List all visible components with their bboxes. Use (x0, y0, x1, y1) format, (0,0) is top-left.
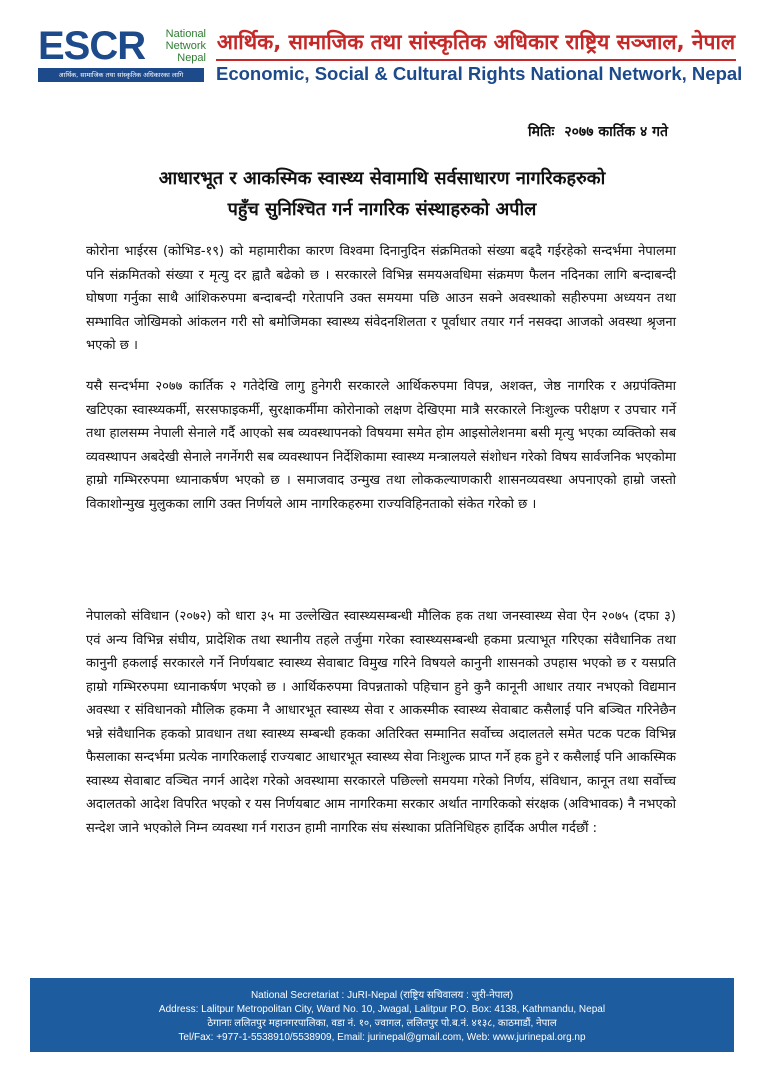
document-title (60, 163, 704, 225)
footer-address-english: Address: Lalitpur Metropolitan City, Ward No. 10, Jwagal, Lalitpur P.O. Box: 4138, Kathmandu, Nepal (158, 1004, 606, 1015)
title-line-2: पहुँच सुनिश्चित गर्न नागरिक संस्थाहरुको अपील (227, 199, 537, 220)
footer-contact: Tel/Fax: +977-1-5538910/5538909, Email: jurinepal@gmail.com, Web: www.jurinepal.org.np (178, 1032, 586, 1043)
logo-network-text: National Network Nepal (165, 28, 206, 64)
header-divider (216, 59, 736, 61)
body-paragraph-1: कोरोना भाईरस (कोभिड-१९) को महामारीका कारण विश्वमा दिनानुदिन संक्रमितको संख्या बढ्दै गईरहेको सन्दर्भमा नेपालमा पनि संक्रमितको संख्या र मृत्यु दर ह्वातै बढेको छ । सरकारले विभिन्न समयअवधिमा संक्रमण फैलन नदिनका लागि बन्दाबन्दी घोषणा गर्नुका साथै आंशिकरुपमा बन्दाबन्दी गरेतापनि उक्त समयमा पछि आउन सक्ने अवस्थाको सहीरुपमा अध्ययन तथा सम्भावित जोखिमको आंकलन गरी सो बमोजिमका स्वास्थ्य संवेदनशिलता र पूर्वाधार तयार गर्न नसक्दा आजको अवस्था श्रृजना भएको छ । (86, 244, 676, 353)
org-name-nepali: आर्थिक, सामाजिक तथा सांस्कृतिक अधिकार राष्ट्रिय सञ्जाल, नेपाल (216, 30, 736, 54)
footer-address-nepali: ठेगानाः ललितपुर महानगरपालिका, वडा नं. १०, ज्वागल, ललितपुर पो.ब.नं. ४१३८, काठमाडौं, नेपाल (207, 1018, 557, 1029)
logo-escr-text: ESCR (38, 24, 146, 68)
logo-tagline: आर्थिक, सामाजिक तथा सांस्कृतिक अधिकारका लागि (38, 68, 204, 82)
body-paragraph-2: यसै सन्दर्भमा २०७७ कार्तिक २ गतेदेखि लागु हुनेगरी सरकारले आर्थिकरुपमा विपन्न, अशक्त, जेष्ठ नागरिक र अग्रपंक्तिमा खटिएका स्वास्थ्यकर्मी, सरसफाइकर्मी, सुरक्षाकर्मीमा कोरोनाको लक्षण देखिएमा मात्रै सरकारले निःशुल्क परीक्षण र उपचार गर्ने तथा हालसम्म नेपाली सेनाले गर्दै आएको सब व्यवस्थापनको विषयमा समेत होम आइसोलेशनमा बसी मृत्यु भएका व्यक्तिको सब व्यवस्थापन अबदेखी सेनाले नगर्नेगरी सब व्यवस्थापन निर्देशिकामा स्वास्थ्य मन्त्रालयले संशोधन गरेको विषय सार्वजनिक भएकोमा हाम्रो गम्भिररुपमा ध्यानाकर्षण भएको छ । समाजवाद उन्मुख तथा लोककल्याणकारी शासनव्यवस्था अपनाएको हाम्रो जस्तो विकाशोन्मुख मुलुकका लागि उक्त निर्णयले आम नागरिकहरुमा राज्यविहिनताको संकेत गरेको छ । (86, 379, 676, 512)
footer-secretariat: National Secretariat : JuRI-Nepal (राष्ट्रिय सचिवालय : जुरी-नेपाल) (250, 990, 514, 1001)
page-footer (30, 978, 734, 1052)
date-value: २०७७ कार्तिक ४ गते (564, 124, 668, 140)
body-paragraph-3: नेपालको संविधान (२०७२) को धारा ३५ मा उल्लेखित स्वास्थ्यसम्बन्धी मौलिक हक तथा जनस्वास्थ्य सेवा ऐन २०७५ (दफा ३) एवं अन्य विभिन्न संघीय, प्रादेशिक तथा स्थानीय तहले तर्जुमा गरेका स्वास्थ्यसम्बन्धी हकमा प्रत्याभूत गरिएका संवैधानिक तथा कानुनी हकलाई सरकारले गर्ने निर्णयबाट स्वास्थ्य सेवाबाट विमुख गरिने विषयले कानुनी शासनको उपहास भएको छ र यसप्रति हाम्रो गम्भिररुपमा ध्यानाकर्षण भएको छ । आर्थिकरुपमा विपन्नताको पहिचान हुने कुनै कानूनी आधार तयार नभएको विद्यमान अवस्था र संविधानको मौलिक हकमा नै आधारभूत स्वास्थ्य सेवा र आकस्मीक स्वास्थ्य सेवाबाट कसैलाई पनि बञ्चित गरिनेछैन भन्ने संवैधानिक हकको प्रावधान तथा स्वास्थ्य सम्बन्धी हकका अतिरिक्त सम्मानित सर्वोच्च अदालतले समेत पटक पटक विभिन्न फैसलाका सन्दर्भमा प्रत्येक नागरिकलाई राज्यबाट आधारभूत स्वास्थ्य सेवा निःशुल्क प्राप्त गर्ने हक हुने र कसैलाई पनि आकस्मिक स्वास्थ्य सेवाबाट वञ्चित नगर्न आदेश गरेको अवस्थामा सरकारले पछिल्लो समयमा गरेको निर्णय, संविधान, कानून तथा सर्वोच्च अदालतको आदेश विपरित भएको र यस निर्णयबाट आम नागरिकमा सरकार अर्थात नागरिकको संरक्षक (अविभावक) नै नभएको सन्देश जाने भएकोले निम्न व्यवस्था गर्न गराउन हामी नागरिक संघ संस्थाका प्रतिनिधिहरु हार्दिक अपील गर्दछौं : (86, 609, 676, 836)
org-logo (38, 26, 204, 82)
document-date (528, 122, 668, 141)
date-label: मितिः (527, 124, 555, 140)
title-line-1: आधारभूत र आकस्मिक स्वास्थ्य सेवामाथि सर्वसाधारण नागरिकहरुको (158, 168, 606, 189)
org-name-english: Economic, Social & Cultural Rights National Network, Nepal (216, 63, 743, 84)
